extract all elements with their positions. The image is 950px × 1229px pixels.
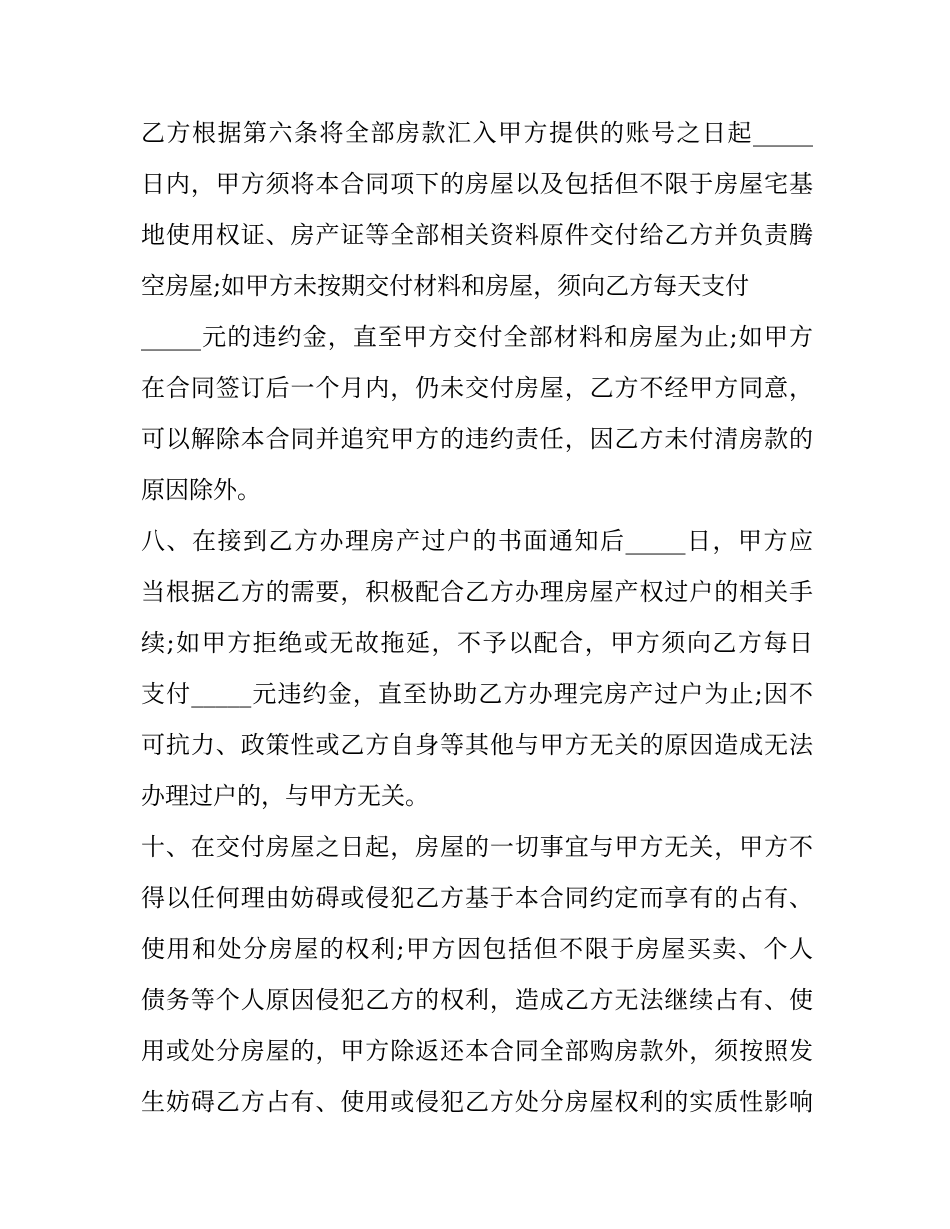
text-line: 债务等个人原因侵犯乙方的权利，造成乙方无法继续占有、使 bbox=[141, 986, 813, 1014]
text-line: 用或处分房屋的，甲方除返还本合同全部购房款外，须按照发 bbox=[141, 1037, 813, 1065]
text-line: 支付_____元违约金，直至协助乙方办理完房产过户为止;因不 bbox=[141, 680, 813, 708]
text-line: 八、在接到乙方办理房产过户的书面通知后_____日，甲方应 bbox=[141, 527, 813, 555]
text-line: 得以任何理由妨碍或侵犯乙方基于本合同约定而享有的占有、 bbox=[141, 884, 813, 912]
paragraph-clause-7-continuation bbox=[141, 108, 813, 516]
text-line: 生妨碍乙方占有、使用或侵犯乙方处分房屋权利的实质性影响 bbox=[141, 1088, 813, 1116]
text-line: 原因除外。 bbox=[141, 476, 261, 504]
text-line: 使用和处分房屋的权利;甲方因包括但不限于房屋买卖、个人 bbox=[141, 935, 813, 963]
text-line: 可以解除本合同并追究甲方的违约责任，因乙方未付清房款的 bbox=[141, 425, 813, 453]
text-line: 当根据乙方的需要，积极配合乙方办理房屋产权过户的相关手 bbox=[141, 578, 813, 606]
text-line: 办理过户的，与甲方无关。 bbox=[141, 782, 429, 810]
text-line: 乙方根据第六条将全部房款汇入甲方提供的账号之日起_____ bbox=[141, 119, 813, 147]
text-line: 十、在交付房屋之日起，房屋的一切事宜与甲方无关，甲方不 bbox=[141, 833, 813, 861]
text-line: 可抗力、政策性或乙方自身等其他与甲方无关的原因造成无法 bbox=[141, 731, 813, 759]
text-line: 日内，甲方须将本合同项下的房屋以及包括但不限于房屋宅基 bbox=[141, 170, 813, 198]
text-line: 空房屋;如甲方未按期交付材料和房屋，须向乙方每天支付 bbox=[141, 272, 750, 300]
document-body bbox=[141, 108, 813, 1128]
text-line: 在合同签订后一个月内，仍未交付房屋，乙方不经甲方同意， bbox=[141, 374, 813, 402]
text-line: _____元的违约金，直至甲方交付全部材料和房屋为止;如甲方 bbox=[141, 323, 813, 351]
paragraph-clause-8 bbox=[141, 516, 813, 822]
paragraph-clause-10 bbox=[141, 822, 813, 1128]
text-line: 地使用权证、房产证等全部相关资料原件交付给乙方并负责腾 bbox=[141, 221, 813, 249]
text-line: 续;如甲方拒绝或无故拖延，不予以配合，甲方须向乙方每日 bbox=[141, 629, 813, 657]
